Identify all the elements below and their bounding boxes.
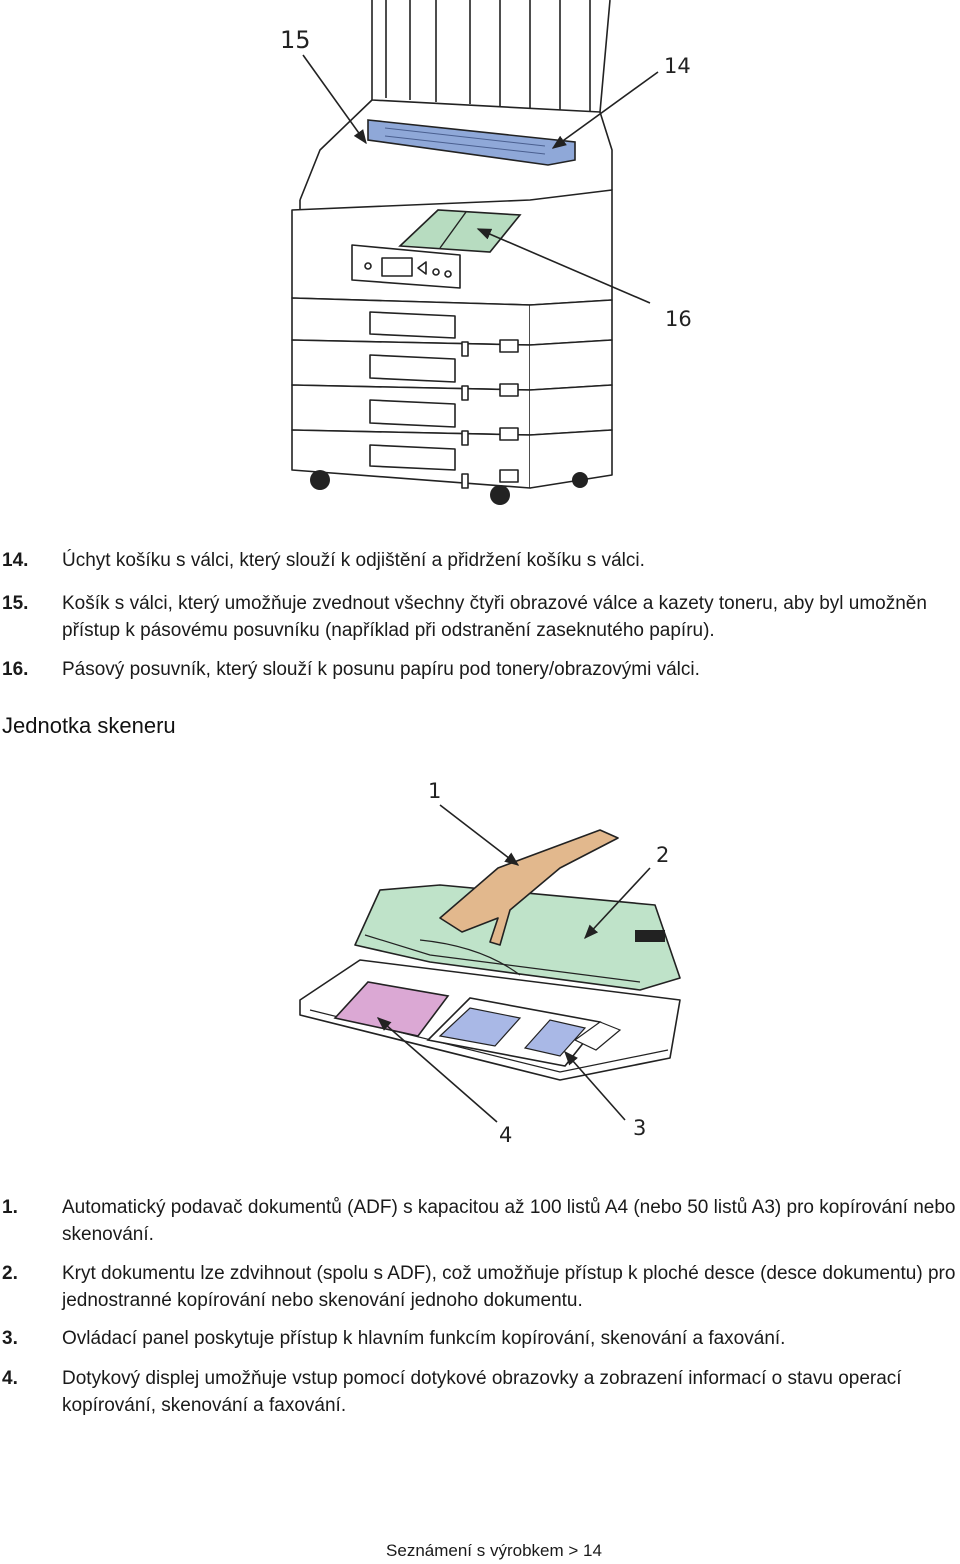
callout-3: 3 (633, 1116, 647, 1140)
legend-text: Košík s válci, který umožňuje zvednout všechny čtyři obrazové válce a kazety toneru, aby byl umožněn přístup k pásovému posuvníku (například při odstranění zaseknutého papíru). (62, 593, 927, 641)
callout-2: 2 (656, 843, 670, 867)
printer-illustration (0, 0, 960, 520)
legend-text: Pásový posuvník, který slouží k posunu papíru pod tonery/obrazovými válci. (62, 659, 700, 680)
callout-14: 14 (664, 54, 691, 78)
image-drum-cradle (368, 120, 575, 165)
legend-number: 1. (2, 1197, 18, 1218)
callout-1: 1 (428, 779, 442, 803)
callout-15: 15 (280, 26, 311, 54)
legend-number: 16. (2, 659, 29, 680)
legend-text: Kryt dokumentu lze zdvihnout (spolu s ADF), což umožňuje přístup k ploché desce (desce dokumentu) pro jednostranné kopírování nebo skenování jednoho dokumentu. (62, 1263, 956, 1311)
legend-number: 2. (2, 1263, 18, 1284)
legend-text: Automatický podavač dokumentů (ADF) s kapacitou až 100 listů A4 (nebo 50 listů A3) pro kopírování nebo skenování. (62, 1197, 956, 1245)
callout-16: 16 (665, 307, 692, 331)
legend-text: Ovládací panel poskytuje přístup k hlavním funkcím kopírování, skenování a faxování. (62, 1328, 786, 1349)
callout-4: 4 (499, 1123, 513, 1147)
legend-number: 3. (2, 1328, 18, 1349)
legend-text: Dotykový displej umožňuje vstup pomocí dotykové obrazovky a zobrazení informací o stavu operací kopírování, skenování a faxování. (62, 1368, 902, 1416)
legend-number: 4. (2, 1368, 18, 1389)
page-footer: Seznámení s výrobkem > 14 (386, 1541, 602, 1560)
scanner-illustration (0, 770, 960, 1170)
legend-number: 15. (2, 593, 29, 614)
section-heading: Jednotka skeneru (2, 713, 176, 738)
legend-text: Úchyt košíku s válci, který slouží k odjištění a přidržení košíku s válci. (62, 550, 645, 571)
legend-number: 14. (2, 550, 29, 571)
